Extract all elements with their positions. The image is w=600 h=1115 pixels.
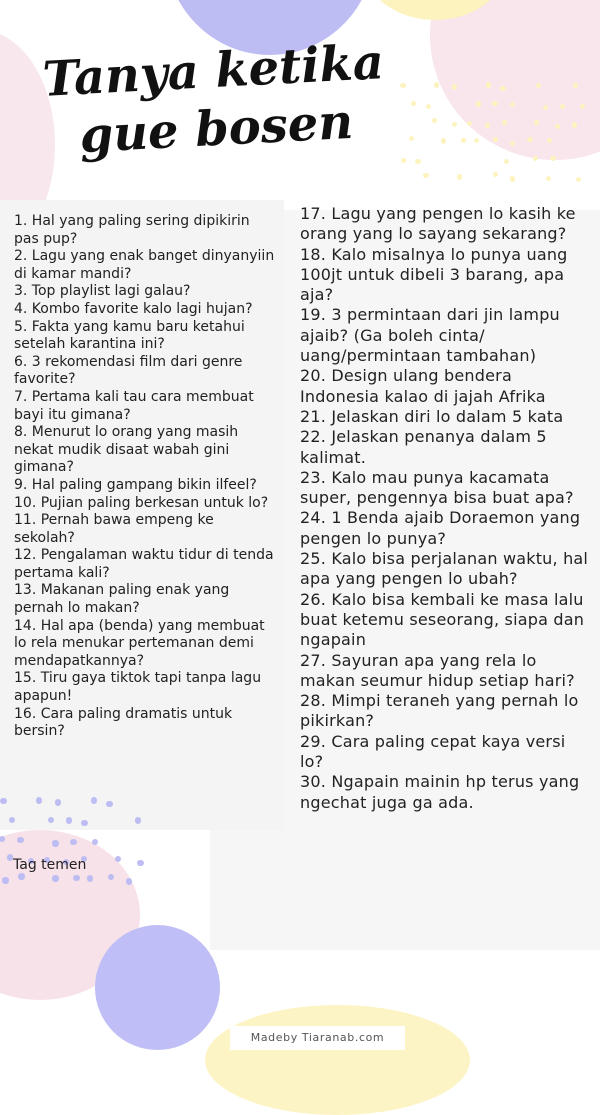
question-item: 30. Ngapain mainin hp terus yang ngechat juga ga ada. (300, 772, 580, 812)
decorative-dot (411, 101, 416, 106)
title-line-1: Tanya ketika (41, 34, 386, 108)
decorative-dot (92, 839, 98, 845)
decorative-dot (9, 817, 15, 823)
decorative-dot (510, 102, 515, 107)
question-item: 11. Pernah bawa empeng ke sekolah? (14, 512, 214, 546)
question-item: 13. Makanan paling enak yang pernah lo makan? (14, 582, 230, 617)
decorative-dot (457, 174, 462, 179)
decorative-dot (492, 101, 497, 106)
decorative-dot (126, 878, 132, 884)
decorative-dot (500, 86, 505, 91)
decorative-dot (401, 158, 406, 163)
question-item: 22. Jelaskan penanya dalam 5 kalimat. (300, 427, 547, 467)
question-item: 16. Cara paling dramatis untuk bersin? (14, 705, 233, 740)
decorative-dot (560, 104, 565, 109)
decorative-dot (18, 873, 24, 879)
question-item: 1. Hal yang paling sering dipikirin pas pup? (14, 213, 250, 247)
question-item: 8. Menurut lo orang yang masih nekat mudik disaat wabah gini gimana? (14, 424, 239, 476)
decorative-dot (7, 854, 13, 860)
question-item: 14. Hal apa (benda) yang membuat lo rela menukar pertemanan demi mendapatkannya? (14, 617, 265, 669)
decorative-dot (73, 875, 79, 881)
question-list-right (300, 204, 590, 813)
decorative-dot (461, 138, 466, 143)
decorative-dot (106, 801, 112, 807)
question-item: 9. Hal paling gampang bikin ilfeel? (14, 476, 257, 493)
question-item: 25. Kalo bisa perjalanan waktu, hal apa yang pengen lo ubah? (300, 549, 589, 589)
decorative-dot (91, 797, 97, 803)
decorative-dot (467, 121, 472, 126)
question-item: 17. Lagu yang pengen lo kasih ke orang yang lo sayang sekarang? (300, 204, 576, 244)
decorative-dot (527, 137, 532, 142)
question-item: 29. Cara paling cepat kaya versi lo? (300, 731, 566, 772)
question-item: 20. Design ulang bendera Indonesia kalao di jajah Afrika (300, 366, 546, 406)
decorative-dot (493, 137, 498, 142)
decorative-dot (550, 156, 555, 161)
purple-dot-pattern (0, 800, 160, 910)
yellow-dot-pattern (400, 85, 600, 205)
decorative-dot (137, 860, 143, 866)
question-item: 18. Kalo misalnya lo punya uang 100jt untuk dibeli 3 barang, apa aja? (300, 244, 568, 305)
question-item: 5. Fakta yang kamu baru ketahui setelah karantina ini? (14, 318, 245, 353)
question-item: 26. Kalo bisa kembali ke masa lalu buat ketemu seseorang, siapa dan ngapain (300, 589, 585, 650)
decorative-dot (502, 120, 507, 125)
decorative-dot (486, 82, 491, 87)
question-item: 12. Pengalaman waktu tidur di tenda pertama kali? (14, 547, 274, 581)
decorative-dot (52, 840, 58, 846)
decorative-dot (17, 837, 23, 843)
question-item: 19. 3 permintaan dari jin lampu ajaib? (Ga boleh cinta/ uang/permintaan tambahan) (300, 305, 560, 366)
credit-footer: Madeby Tiaranab.com (230, 1026, 405, 1050)
decorative-dot (66, 817, 72, 823)
decorative-dot (81, 820, 87, 826)
question-item: 23. Kalo mau punya kacamata super, pengennya bisa buat apa? (300, 467, 574, 508)
decorative-dot (573, 83, 578, 88)
decorative-dot (70, 839, 76, 845)
decorative-dot (2, 877, 8, 883)
decorative-dot (572, 122, 577, 127)
question-item: 21. Jelaskan diri lo dalam 5 kata (300, 406, 564, 426)
decorative-dot (55, 799, 61, 805)
decorative-dot (543, 105, 548, 110)
decorative-dot (409, 136, 414, 141)
decorative-dot (434, 82, 439, 87)
decorative-dot (474, 138, 479, 143)
decorative-dot (510, 176, 515, 181)
decorative-dot (52, 875, 58, 881)
title-line-2: gue bosen (78, 93, 355, 165)
decorative-dot (452, 84, 457, 89)
decorative-dot (452, 122, 457, 127)
decorative-dot (426, 104, 431, 109)
question-item: 15. Tiru gaya tiktok tapi tanpa lagu apapun! (14, 670, 262, 705)
tag-friends-text: Tag temen (13, 857, 87, 873)
decorative-dot (576, 177, 581, 182)
decorative-dot (555, 124, 560, 129)
decorative-dot (432, 118, 437, 123)
decorative-dot (108, 874, 114, 880)
decorative-dot (534, 120, 539, 125)
decorative-dot (485, 123, 490, 128)
question-item: 24. 1 Benda ajaib Doraemon yang pengen lo punya? (300, 508, 581, 548)
question-item: 4. Kombo favorite kalo lagi hujan? (14, 300, 253, 317)
yellow-circle-bottom (205, 1005, 470, 1115)
question-item: 27. Sayuran apa yang rela lo makan seumur hidup setiap hari? (300, 650, 575, 690)
question-item: 7. Pertama kali tau cara membuat bayi itu gimana? (14, 388, 254, 423)
decorative-dot (0, 798, 6, 804)
decorative-dot (87, 875, 93, 881)
decorative-dot (546, 176, 551, 181)
decorative-dot (48, 817, 54, 823)
decorative-dot (135, 817, 141, 823)
decorative-dot (36, 797, 42, 803)
decorative-dot (547, 138, 552, 143)
decorative-dot (493, 172, 498, 177)
purple-circle-bottom-left (95, 925, 220, 1050)
question-list-left (14, 213, 276, 741)
question-item: 6. 3 rekomendasi film dari genre favorite? (14, 353, 243, 388)
decorative-dot (510, 141, 515, 146)
decorative-dot (415, 159, 420, 164)
question-item: 3. Top playlist lagi galau? (14, 283, 191, 300)
decorative-dot (0, 836, 5, 842)
decorative-dot (423, 173, 428, 178)
page-title (22, 32, 408, 168)
question-item: 28. Mimpi teraneh yang pernah lo pikirkan? (300, 691, 579, 731)
question-item: 10. Pujian paling berkesan untuk lo? (14, 494, 269, 511)
decorative-dot (115, 856, 121, 862)
decorative-dot (476, 101, 481, 106)
decorative-dot (504, 159, 509, 164)
decorative-dot (533, 156, 538, 161)
question-item: 2. Lagu yang enak banget dinyanyiin di kamar mandi? (14, 248, 275, 282)
decorative-dot (536, 83, 541, 88)
decorative-dot (580, 104, 585, 109)
decorative-dot (441, 138, 446, 143)
